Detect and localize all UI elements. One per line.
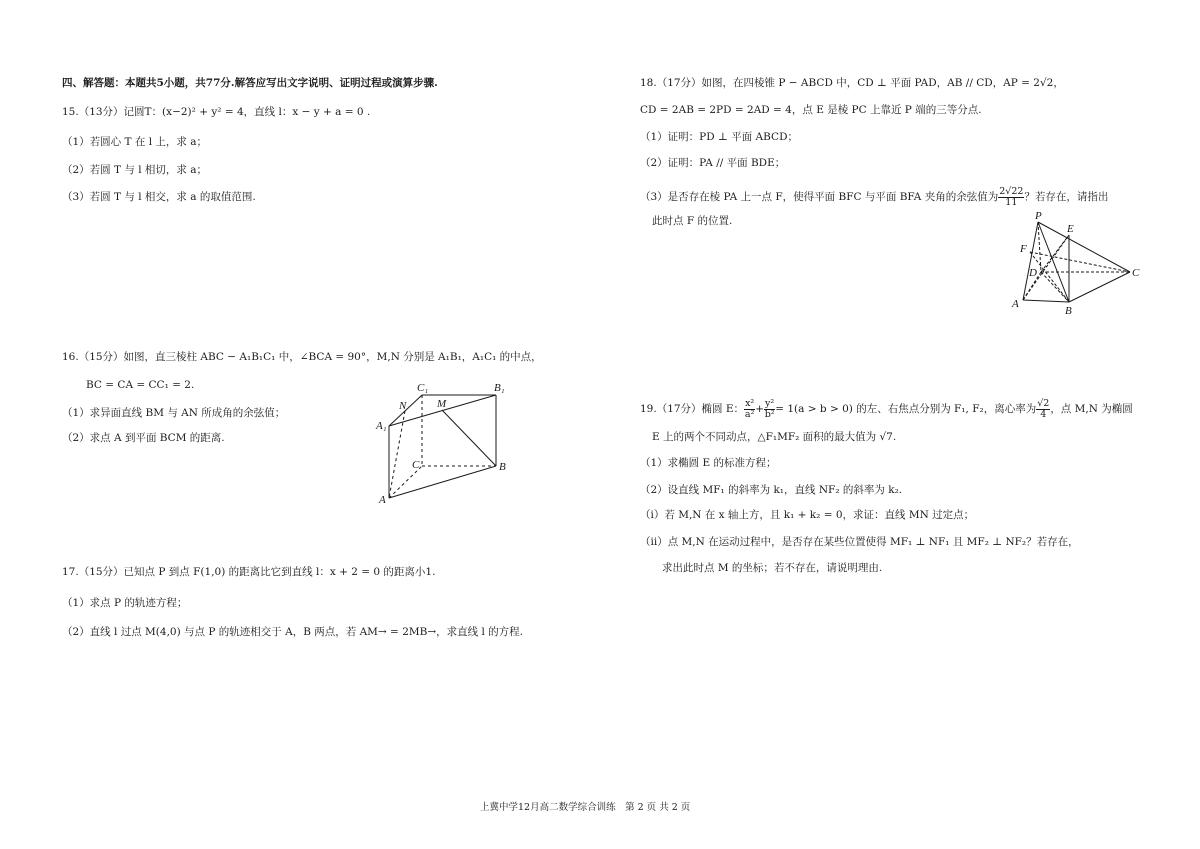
pyramid-figure [1005,210,1150,320]
q18-part3 [640,185,1108,209]
q19-stem-a: 19.（17分）椭圆 E： [640,403,745,415]
q18-part3-text-a: （3）是否存在棱 PA 上一点 F，使得平面 BFC 与平面 BFA 夹角的余弦值为 [640,191,999,203]
q19-stem-c: ，点 M,N 为椭圆 [1050,403,1133,415]
q18-stem-line2: CD = 2AB = 2PD = 2AD = 4，点 E 是棱 PC 上靠近 P 端的三等分点. [640,104,982,116]
label-A1: A₁ [376,420,387,432]
q18-frac-den: 11 [1005,196,1018,208]
q15-part3: （3）若圆 T 与 l 相交，求 a 的取值范围. [62,191,256,203]
q16-part1: （1）求异面直线 BM 与 AN 所成角的余弦值； [62,407,286,419]
label-B1: B₁ [494,382,505,394]
q19-stem-line2: E 上的两个不同动点，△F₁MF₂ 面积的最大值为 √7. [652,431,897,443]
label-B: B [1065,305,1072,317]
label-E: E [1067,223,1074,235]
label-A: A [379,494,386,506]
q19-y-num: y² [765,397,775,409]
q19-x-num: x² [745,397,755,409]
q15-part2: （2）若圆 T 与 l 相切，求 a； [62,164,207,176]
label-P: P [1035,210,1042,222]
label-B: B [499,461,506,473]
q19-x-den: a² [744,408,755,420]
q19-part2-i: （i）若 M,N 在 x 轴上方，且 k₁ + k₂ = 0，求证：直线 MN 过定点； [640,509,975,521]
label-C: C [412,459,420,471]
q18-part3-text-b: ？若存在，请指出 [1024,191,1109,203]
q16-part2: （2）求点 A 到平面 BCM 的距离. [62,432,225,444]
label-N: N [399,400,407,412]
q18-part3-cont: 此时点 F 的位置. [652,215,733,227]
label-A: A [1012,298,1019,310]
q19-e-den: 4 [1040,408,1047,420]
q19-e-fraction [1036,399,1050,420]
q18-frac-num: 2√22 [999,185,1024,197]
q19-stem-b: = 1(a > b > 0) 的左、右焦点分别为 F₁, F₂，离心率为 [775,403,1037,415]
q17-stem: 17.（15分）已知点 P 到点 F(1,0) 的距离比它到直线 l：x + 2 = 0 的距离小1. [62,566,436,578]
q15-part1: （1）若圆心 T 在 l 上，求 a； [62,136,207,148]
q17-part2: （2）直线 l 过点 M(4,0) 与点 P 的轨迹相交于 A，B 两点，若 AM→ = 2MB→，求直线 l 的方程. [62,626,524,638]
prism-figure [370,378,520,508]
q16-stem: 16.（15分）如图，直三棱柱 ABC − A₁B₁C₁ 中，∠BCA = 90°，M,N 分别是 A₁B₁，A₁C₁ 的中点， [62,351,542,363]
label-M: M [437,398,447,410]
q19-x-fraction [744,399,755,420]
q18-part2: （2）证明：PA // 平面 BDE； [640,157,786,169]
q17-part1: （1）求点 P 的轨迹方程； [62,597,188,609]
q19-part2: （2）设直线 MF₁ 的斜率为 k₁，直线 NF₂ 的斜率为 k₂. [640,484,903,496]
q18-part1: （1）证明：PD ⊥ 平面 ABCD； [640,131,798,143]
q19-stem-line1 [640,396,1133,422]
label-C1: C₁ [417,382,429,394]
q19-part2-ii-cont: 求出此时点 M 的坐标；若不存在，请说明理由. [662,562,883,574]
label-D: D [1029,267,1037,279]
q19-plus: + [755,403,765,415]
q19-part1: （1）求椭圆 E 的标准方程； [640,457,777,469]
label-F: F [1020,243,1027,255]
section-title: 四、解答题：本题共5小题，共77分.解答应写出文字说明、证明过程或演算步骤. [62,77,438,89]
q19-part2-ii: （ii）点 M,N 在运动过程中，是否存在某些位置使得 MF₁ ⊥ NF₁ 且 MF₂ ⊥ NF₂？若存在， [640,536,1079,548]
q16-condition: BC = CA = CC₁ = 2. [86,379,195,391]
q19-y-fraction [764,399,775,420]
q19-e-num: √2 [1037,397,1050,409]
q15-stem: 15.（13分）记圆T：(x−2)² + y² = 4，直线 l：x − y + a = 0 . [62,106,371,118]
q19-y-den: b² [764,408,775,420]
label-C: C [1132,267,1140,279]
q18-cosine-fraction [998,187,1024,208]
page-footer: 上冀中学12月高二数学综合训练 第 2 页 共 2 页 [480,802,691,813]
q18-stem-line1: 18.（17分）如图，在四棱锥 P − ABCD 中，CD ⊥ 平面 PAD，AB // CD，AP = 2√2， [640,77,1064,89]
